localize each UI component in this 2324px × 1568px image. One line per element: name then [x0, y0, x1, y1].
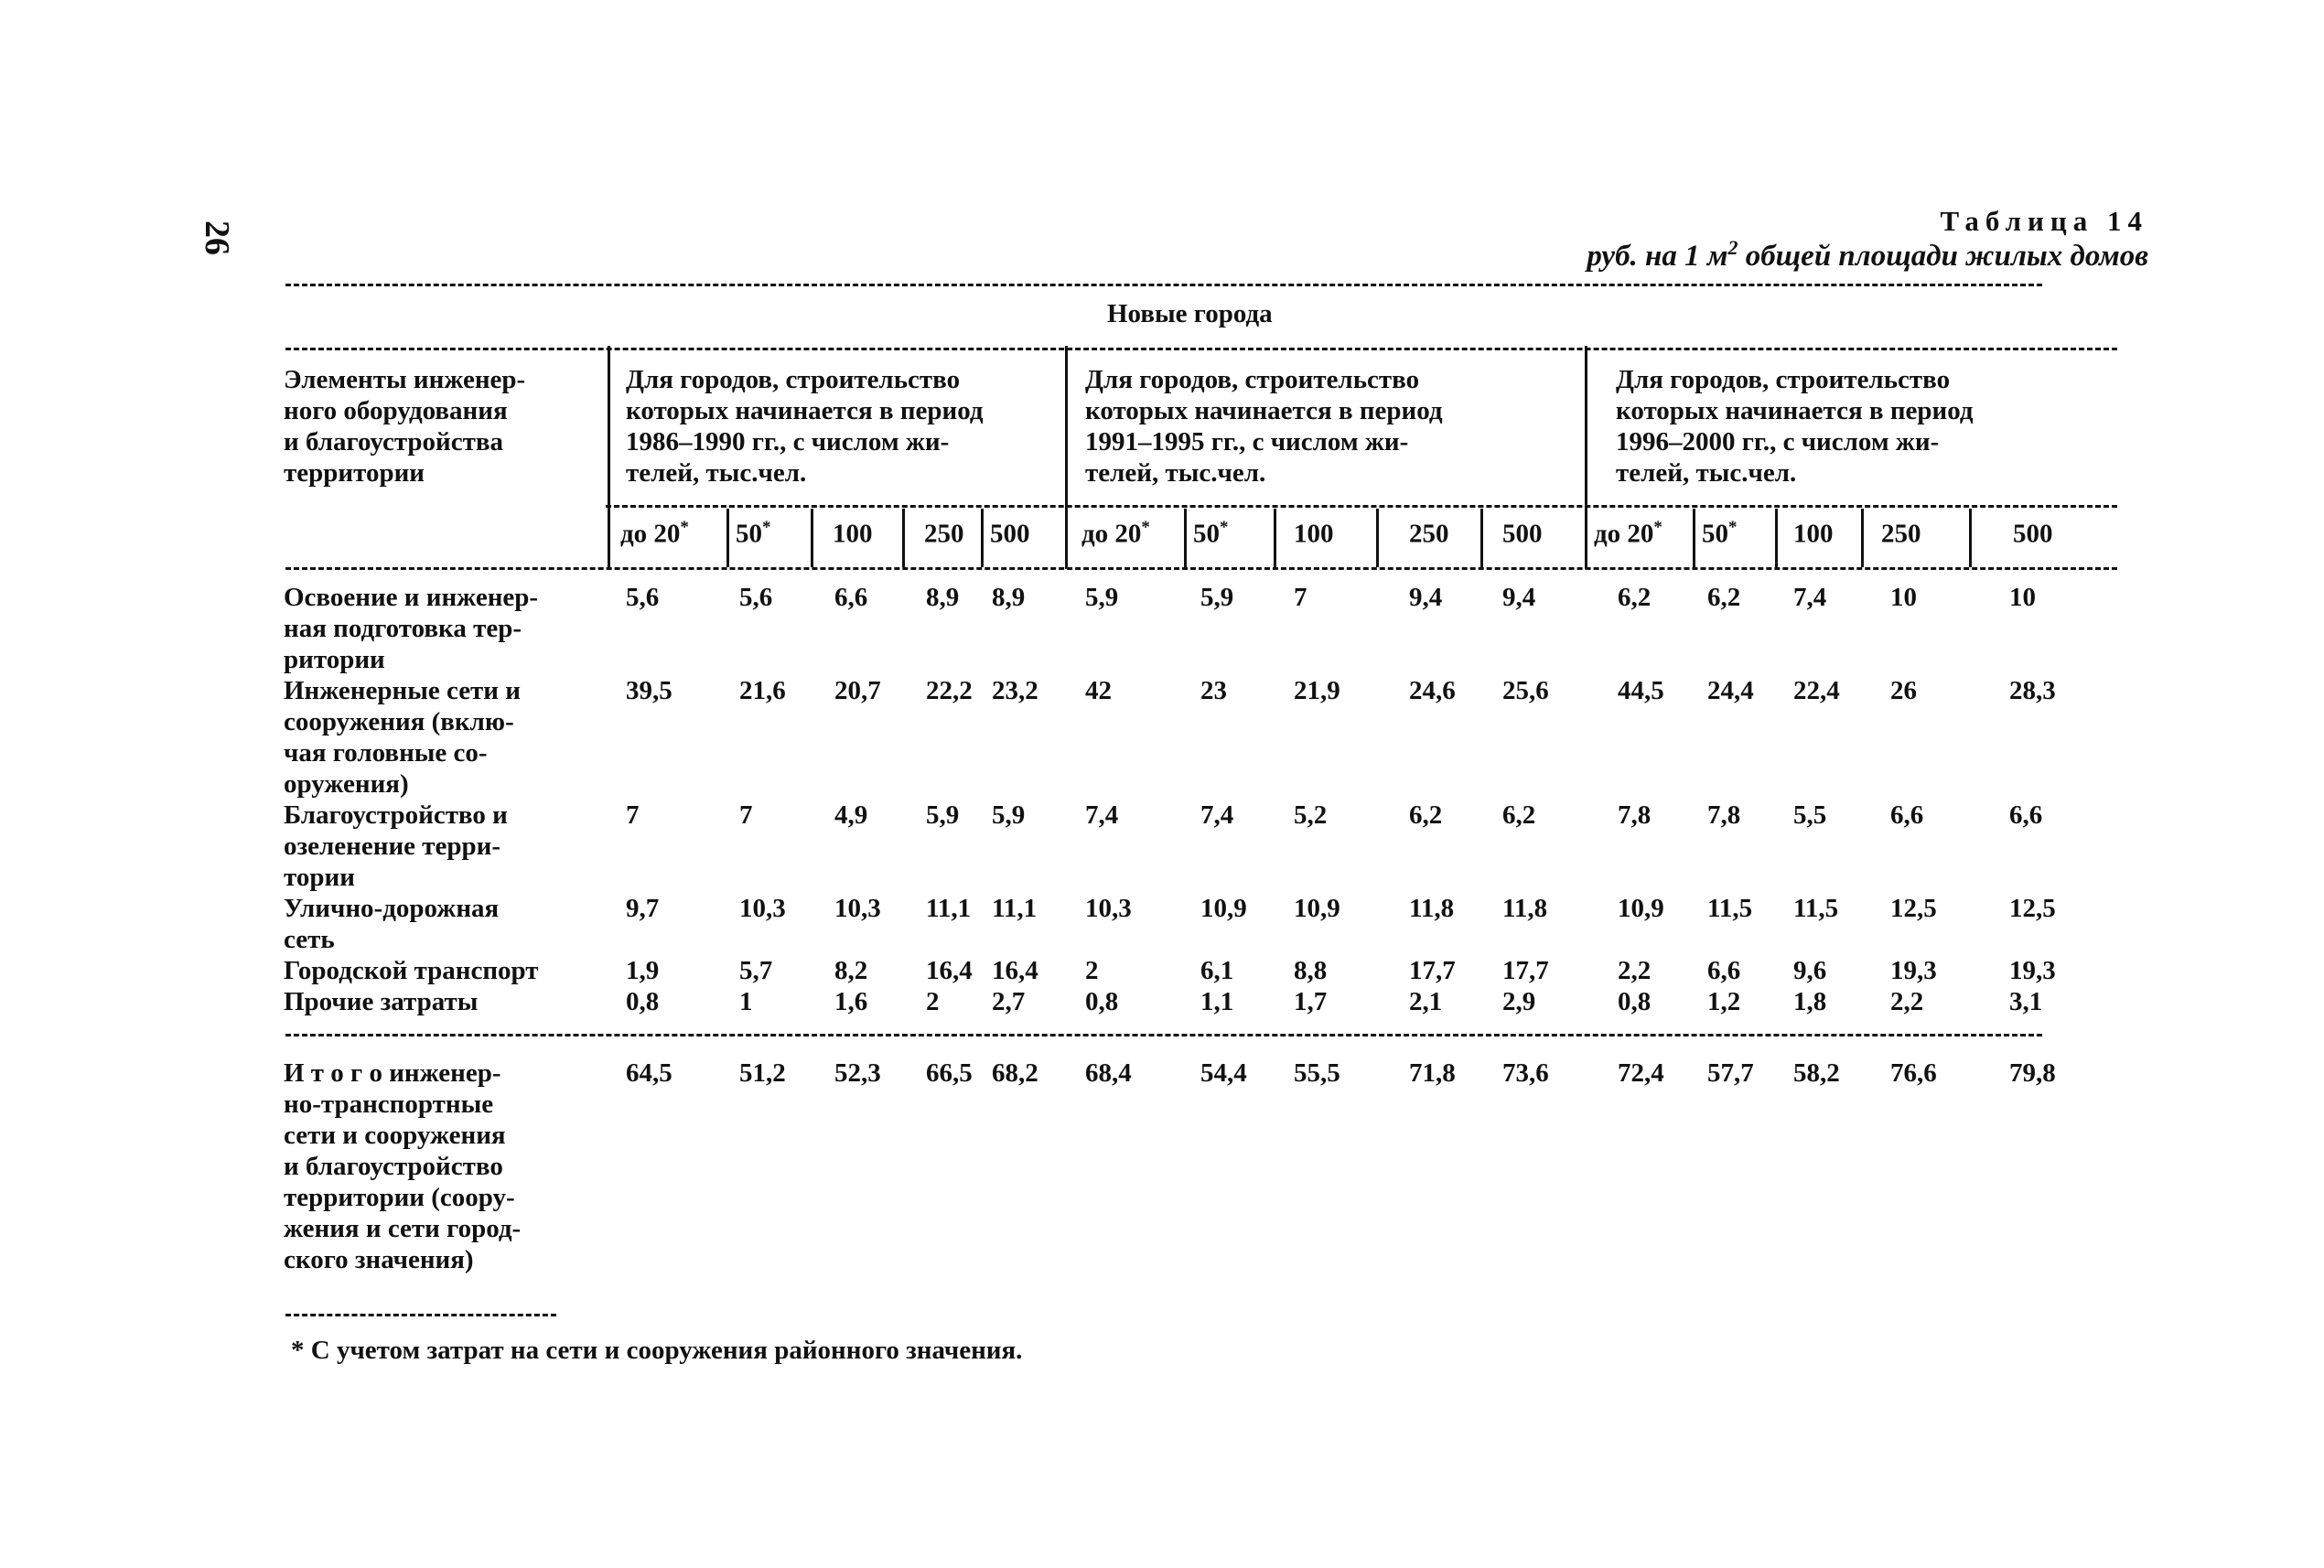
table-cell: 17,7 — [1409, 956, 1456, 985]
total-cell: 64,5 — [626, 1058, 672, 1088]
table-cell: 22,4 — [1793, 676, 1840, 705]
subcolumn-divider — [1184, 509, 1187, 567]
total-cell: 68,2 — [992, 1058, 1038, 1088]
total-cell: 66,5 — [926, 1058, 973, 1088]
total-cell: 76,6 — [1890, 1058, 1937, 1088]
table-cell: 42 — [1085, 676, 1112, 705]
table-title: Таблица 14 — [1940, 205, 2148, 237]
total-cell: 68,4 — [1085, 1058, 1132, 1088]
table-cell: 1,2 — [1707, 987, 1741, 1016]
total-cell: 58,2 — [1793, 1058, 1840, 1088]
table-cell: 11,1 — [926, 894, 972, 923]
subcolumn-divider — [726, 509, 729, 567]
table-cell: 7 — [1294, 583, 1307, 612]
row-label: Освоение и инженер- ная подготовка тер- ритории — [284, 583, 539, 674]
total-cell: 79,8 — [2009, 1058, 2056, 1088]
total-cell: 72,4 — [1618, 1058, 1664, 1088]
table-cell: 6,2 — [1707, 583, 1741, 612]
table-cell: 8,9 — [926, 583, 960, 612]
table-cell: 10,9 — [1200, 894, 1247, 923]
table-cell: 9,7 — [626, 894, 660, 923]
table-cell: 0,8 — [626, 987, 660, 1016]
table-cell: 2,9 — [1502, 987, 1536, 1016]
table-cell: 1 — [739, 987, 753, 1016]
table-cell: 6,2 — [1502, 800, 1536, 830]
total-cell: 57,7 — [1707, 1058, 1754, 1088]
table-cell: 10,3 — [1085, 894, 1132, 923]
group-divider — [1065, 346, 1068, 569]
table-cell: 1,7 — [1294, 987, 1328, 1016]
subcolumn-header: 500 — [1502, 519, 1543, 549]
table-cell: 5,7 — [739, 956, 773, 985]
table-unit: руб. на 1 $м^2$ общей площади жилых домов — [1587, 236, 2148, 273]
table-cell: 2,2 — [1618, 956, 1652, 985]
table-cell: 21,6 — [739, 676, 786, 705]
table-cell: 9,4 — [1502, 583, 1536, 612]
subcolumn-header: 100 — [1294, 519, 1334, 549]
table-cell: 5,9 — [926, 800, 960, 830]
table-cell: 16,4 — [992, 956, 1038, 985]
table-cell: 7,4 — [1793, 583, 1827, 612]
table-cell: 2 — [926, 987, 940, 1016]
table-cell: 9,6 — [1793, 956, 1827, 985]
subcolumn-header: 50* — [1702, 518, 1738, 549]
table-cell: 7,8 — [1707, 800, 1741, 830]
subcolumn-divider — [1775, 509, 1778, 567]
rule-under-new-cities — [285, 348, 2117, 350]
subcolumn-header: 100 — [833, 519, 873, 549]
table-cell: 6,2 — [1618, 583, 1652, 612]
table-cell: 11,5 — [1793, 894, 1839, 923]
table-cell: 10 — [1890, 583, 1917, 612]
subcolumn-header: 100 — [1793, 519, 1834, 549]
table-cell: 0,8 — [1618, 987, 1652, 1016]
subcolumn-divider — [981, 509, 984, 567]
subcolumn-header: 250 — [1881, 519, 1921, 549]
subcolumn-header: 250 — [924, 519, 964, 549]
table-cell: 7 — [626, 800, 640, 830]
group-header-1996: Для городов, строительство которых начинается в период 1996–2000 гг., с числом жи- телей, тыс.чел. — [1616, 365, 1974, 488]
table-cell: 11,8 — [1502, 894, 1548, 923]
table-cell: 23 — [1200, 676, 1227, 705]
table-cell: 10,3 — [834, 894, 881, 923]
table-cell: 6,1 — [1200, 956, 1234, 985]
table-cell: 7,8 — [1618, 800, 1652, 830]
table-cell: 5,2 — [1294, 800, 1328, 830]
table-cell: 11,1 — [992, 894, 1038, 923]
table-cell: 3,1 — [2009, 987, 2043, 1016]
table-cell: 5,9 — [992, 800, 1026, 830]
total-cell: 71,8 — [1409, 1058, 1456, 1088]
table-cell: 24,6 — [1409, 676, 1456, 705]
subcolumn-divider — [1274, 509, 1276, 567]
rule-under-group-headers — [606, 505, 2117, 508]
rule-under-subheaders — [285, 567, 2117, 570]
table-cell: 6,6 — [1707, 956, 1741, 985]
table-cell: 1,8 — [1793, 987, 1827, 1016]
table-cell: 1,9 — [626, 956, 660, 985]
subcolumn-header: 500 — [990, 519, 1030, 549]
top-header: Новые города — [1107, 299, 1273, 328]
table-cell: 8,9 — [992, 583, 1026, 612]
table-cell: 6,2 — [1409, 800, 1443, 830]
table-cell: 19,3 — [2009, 956, 2056, 985]
table-cell: 8,8 — [1294, 956, 1328, 985]
subcolumn-divider — [1693, 509, 1695, 567]
row-label: Городской транспорт — [284, 956, 539, 985]
table-cell: 19,3 — [1890, 956, 1937, 985]
total-cell: 52,3 — [834, 1058, 881, 1088]
table-cell: 0,8 — [1085, 987, 1119, 1016]
row-label: Улично-дорожная сеть — [284, 894, 500, 954]
table-cell: 6,6 — [834, 583, 868, 612]
table-cell: 28,3 — [2009, 676, 2056, 705]
total-cell: 54,4 — [1200, 1058, 1247, 1088]
table-cell: 21,9 — [1294, 676, 1340, 705]
table-cell: 5,9 — [1085, 583, 1119, 612]
footnote: * С учетом затрат на сети и сооружения районного значения. — [291, 1336, 1023, 1365]
subcolumn-header: 50* — [736, 518, 771, 549]
rule-top — [285, 284, 2042, 286]
subcolumn-header: до 20* — [1081, 518, 1150, 549]
subcolumn-header: до 20* — [620, 518, 689, 549]
subcolumn-divider — [902, 509, 905, 567]
total-cell: 55,5 — [1294, 1058, 1340, 1088]
group-divider — [1585, 346, 1587, 569]
table-cell: 26 — [1890, 676, 1917, 705]
row-header: Элементы инженер- ного оборудования и благоустройства территории — [284, 365, 526, 488]
rule-before-total — [285, 1034, 2042, 1036]
subcolumn-header: 50* — [1193, 518, 1229, 549]
table-cell: 12,5 — [1890, 894, 1937, 923]
total-cell: 51,2 — [739, 1058, 786, 1088]
row-label: Инженерные сети и сооружения (вклю- чая головные со- оружения) — [284, 676, 521, 799]
table-cell: 2,2 — [1890, 987, 1924, 1016]
table-cell: 24,4 — [1707, 676, 1754, 705]
table-cell: 1,1 — [1200, 987, 1234, 1016]
table-cell: 11,5 — [1707, 894, 1753, 923]
table-cell: 44,5 — [1618, 676, 1664, 705]
table-cell: 7,4 — [1200, 800, 1234, 830]
total-cell: 73,6 — [1502, 1058, 1549, 1088]
table-cell: 10,9 — [1294, 894, 1340, 923]
table-cell: 23,2 — [992, 676, 1038, 705]
table-cell: 22,2 — [926, 676, 973, 705]
table-cell: 5,9 — [1200, 583, 1234, 612]
table-cell: 17,7 — [1502, 956, 1549, 985]
table-cell: 2,7 — [992, 987, 1026, 1016]
subcolumn-divider — [1480, 509, 1483, 567]
group-header-1991: Для городов, строительство которых начинается в период 1991–1995 гг., с числом жи- телей, тыс.чел. — [1085, 365, 1443, 488]
table-cell: 7 — [739, 800, 753, 830]
table-cell: 20,7 — [834, 676, 881, 705]
table-cell: 39,5 — [626, 676, 672, 705]
table-cell: 1,6 — [834, 987, 868, 1016]
table-cell: 2 — [1085, 956, 1099, 985]
row-label: Благоустройство и озеленение терри- тории — [284, 800, 508, 892]
subcolumn-divider — [1969, 509, 1972, 567]
subcolumn-divider — [811, 509, 813, 567]
rule-footnote — [285, 1314, 556, 1316]
table-cell: 8,2 — [834, 956, 868, 985]
table-cell: 5,6 — [626, 583, 660, 612]
group-header-1986: Для городов, строительство которых начинается в период 1986–1990 гг., с числом жи- телей, тыс.чел. — [626, 365, 984, 488]
table-cell: 7,4 — [1085, 800, 1119, 830]
subcolumn-header: 500 — [2013, 519, 2053, 549]
subcolumn-header: 250 — [1409, 519, 1449, 549]
table-cell: 25,6 — [1502, 676, 1549, 705]
table-cell: 6,6 — [1890, 800, 1924, 830]
table-cell: 10,9 — [1618, 894, 1664, 923]
table-cell: 10,3 — [739, 894, 786, 923]
page-number: 26 — [198, 220, 236, 255]
table-cell: 5,6 — [739, 583, 773, 612]
table-cell: 10 — [2009, 583, 2036, 612]
table-cell: 9,4 — [1409, 583, 1443, 612]
table-cell: 11,8 — [1409, 894, 1455, 923]
table-cell: 6,6 — [2009, 800, 2043, 830]
group-divider — [608, 346, 610, 569]
total-row-label: И т о г о инженер- но-транспортные сети и сооружения и благоустройство территории (соору- жения и сети город- ского значения) — [284, 1058, 522, 1274]
subcolumn-divider — [1376, 509, 1379, 567]
table-cell: 4,9 — [834, 800, 868, 830]
row-label: Прочие затраты — [284, 987, 479, 1016]
table-cell: 16,4 — [926, 956, 973, 985]
subcolumn-header: до 20* — [1594, 518, 1662, 549]
subcolumn-divider — [1861, 509, 1864, 567]
table-cell: 2,1 — [1409, 987, 1443, 1016]
table-cell: 12,5 — [2009, 894, 2056, 923]
table-cell: 5,5 — [1793, 800, 1827, 830]
